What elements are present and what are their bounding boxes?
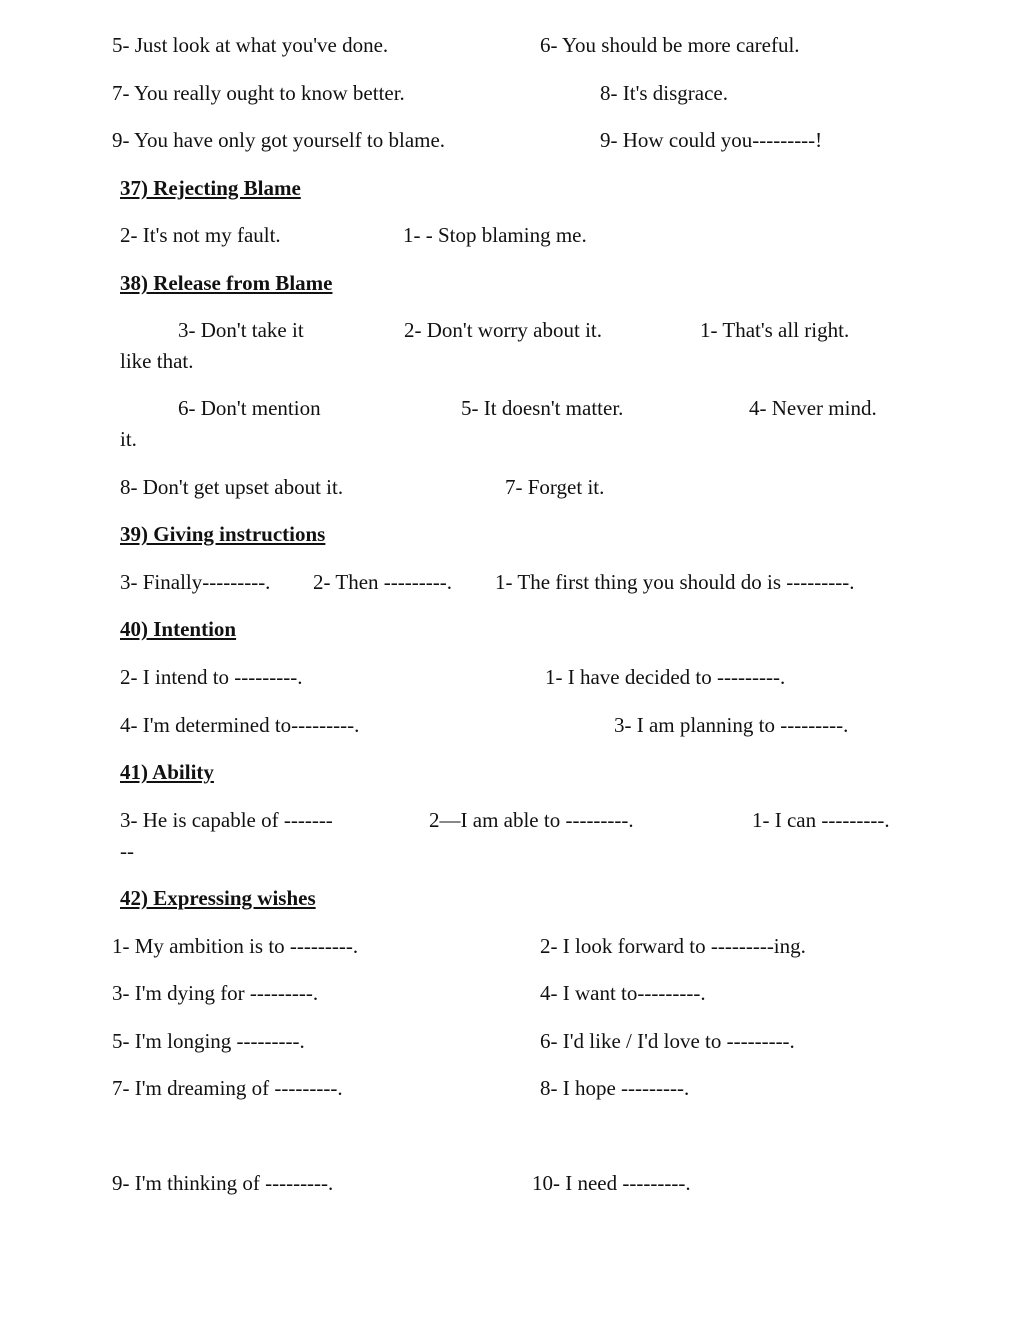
- list-item: 2—I am able to ---------.: [429, 808, 634, 832]
- list-item: 8- It's disgrace.: [600, 81, 728, 105]
- list-item: 6- You should be more careful.: [540, 33, 800, 57]
- list-item: 2- I look forward to ---------ing.: [540, 934, 806, 958]
- list-item: 2- Don't worry about it.: [404, 318, 603, 342]
- section-heading-giving-instructions: 39) Giving instructions: [120, 522, 326, 546]
- list-item: 3- I am planning to ---------.: [614, 713, 849, 737]
- list-item: 7- Forget it.: [505, 475, 605, 499]
- section-heading-rejecting-blame: 37) Rejecting Blame: [120, 176, 301, 200]
- list-item: 8- I hope ---------.: [540, 1076, 690, 1100]
- list-item: 3- Finally---------.: [120, 570, 271, 594]
- list-item-continuation: --: [120, 839, 134, 863]
- list-item-continuation: like that.: [120, 349, 194, 373]
- list-item: 10- I need ---------.: [532, 1171, 691, 1195]
- section-heading-expressing-wishes: 42) Expressing wishes: [120, 886, 316, 910]
- list-item: 4- I'm determined to---------.: [120, 713, 360, 737]
- list-item: 1- That's all right.: [700, 318, 850, 342]
- section-heading-intention: 40) Intention: [120, 617, 237, 641]
- list-item: 5- I'm longing ---------.: [112, 1029, 305, 1053]
- list-item-continuation: it.: [120, 427, 137, 451]
- list-item: 2- It's not my fault.: [120, 223, 281, 247]
- list-item: 1- I can ---------.: [752, 808, 890, 832]
- list-item: 1- - Stop blaming me.: [403, 223, 587, 247]
- section-heading-release-from-blame: 38) Release from Blame: [120, 271, 333, 295]
- list-item: 5- It doesn't matter.: [461, 396, 624, 420]
- list-item: 5- Just look at what you've done.: [112, 33, 389, 57]
- list-item: 8- Don't get upset about it.: [120, 475, 344, 499]
- list-item: 1- The first thing you should do is ---------.: [495, 570, 855, 594]
- list-item: 7- You really ought to know better.: [112, 81, 405, 105]
- list-item: 9- How could you---------!: [600, 128, 823, 152]
- list-item: 6- I'd like / I'd love to ---------.: [540, 1029, 795, 1053]
- list-item: 3- Don't take it: [178, 318, 304, 342]
- list-item: 4- I want to---------.: [540, 981, 706, 1005]
- section-heading-ability: 41) Ability: [120, 760, 214, 784]
- list-item: 1- My ambition is to ---------.: [112, 934, 359, 958]
- list-item: 9- I'm thinking of ---------.: [112, 1171, 334, 1195]
- list-item: 1- I have decided to ---------.: [545, 665, 786, 689]
- list-item: 3- He is capable of -------: [120, 808, 333, 832]
- list-item: 6- Don't mention: [178, 396, 321, 420]
- list-item: 7- I'm dreaming of ---------.: [112, 1076, 343, 1100]
- list-item: 3- I'm dying for ---------.: [112, 981, 319, 1005]
- list-item: 2- I intend to ---------.: [120, 665, 303, 689]
- list-item: 2- Then ---------.: [313, 570, 452, 594]
- list-item: 9- You have only got yourself to blame.: [112, 128, 446, 152]
- list-item: 4- Never mind.: [749, 396, 877, 420]
